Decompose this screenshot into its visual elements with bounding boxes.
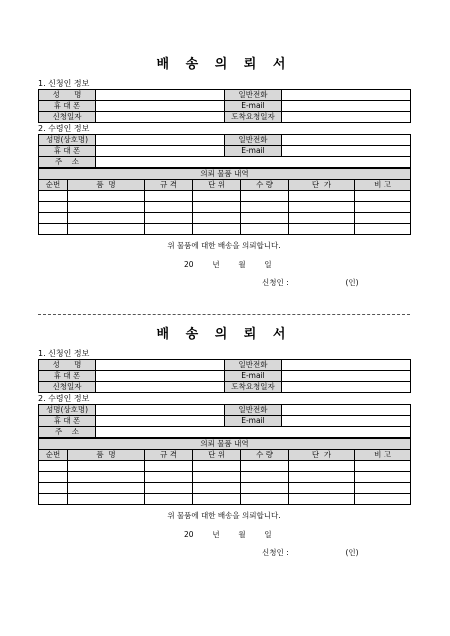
receiver-section-title: 2. 수령인 정보 bbox=[38, 394, 90, 403]
item-cell[interactable] bbox=[39, 472, 68, 483]
table-row bbox=[39, 439, 411, 450]
receiver-mobile-label: 휴 대 폰 bbox=[39, 146, 96, 157]
item-cell[interactable] bbox=[145, 224, 193, 235]
request-statement: 위 물품에 대한 배송을 의뢰합니다. bbox=[167, 241, 281, 250]
item-cell[interactable] bbox=[145, 494, 193, 505]
table-row bbox=[39, 146, 411, 157]
request-date-label: 신청일자 bbox=[39, 382, 96, 393]
item-cell[interactable] bbox=[355, 191, 411, 202]
item-cell[interactable] bbox=[241, 224, 289, 235]
item-cell[interactable] bbox=[193, 461, 241, 472]
seal-label: (인) bbox=[345, 548, 359, 557]
request-date-field[interactable] bbox=[96, 382, 225, 393]
item-cell[interactable] bbox=[289, 461, 355, 472]
item-cell[interactable] bbox=[241, 191, 289, 202]
column-header: 수 량 bbox=[241, 180, 289, 191]
item-cell[interactable] bbox=[193, 494, 241, 505]
item-cell[interactable] bbox=[68, 202, 145, 213]
sender-name-field[interactable] bbox=[96, 90, 225, 101]
applicant-label: 신청인 : bbox=[262, 278, 289, 287]
items-table bbox=[38, 168, 411, 235]
table-header-row bbox=[39, 180, 411, 191]
table-row bbox=[39, 360, 411, 371]
sender-phone-label: 일반전화 bbox=[225, 360, 282, 371]
table-row bbox=[39, 405, 411, 416]
sender-section-title: 1. 신청인 정보 bbox=[38, 349, 90, 358]
item-cell[interactable] bbox=[241, 461, 289, 472]
delivery-request-form bbox=[38, 56, 410, 288]
item-cell[interactable] bbox=[145, 483, 193, 494]
item-cell[interactable] bbox=[289, 472, 355, 483]
item-cell[interactable] bbox=[289, 483, 355, 494]
item-cell[interactable] bbox=[145, 472, 193, 483]
request-date-field[interactable] bbox=[96, 112, 225, 123]
receiver-mobile-label: 휴 대 폰 bbox=[39, 416, 96, 427]
sender-email-field[interactable] bbox=[282, 371, 411, 382]
item-cell[interactable] bbox=[355, 494, 411, 505]
item-cell[interactable] bbox=[241, 494, 289, 505]
receiver-phone-field[interactable] bbox=[282, 405, 411, 416]
signature-line bbox=[38, 278, 410, 288]
item-cell[interactable] bbox=[68, 472, 145, 483]
sender-mobile-label: 휴 대 폰 bbox=[39, 371, 96, 382]
sender-email-field[interactable] bbox=[282, 101, 411, 112]
sender-phone-field[interactable] bbox=[282, 360, 411, 371]
receiver-email-label: E-mail bbox=[225, 146, 282, 157]
item-row bbox=[39, 472, 411, 483]
date-line bbox=[38, 530, 410, 540]
sender-phone-field[interactable] bbox=[282, 90, 411, 101]
sender-name-label: 성 명 bbox=[39, 360, 96, 371]
column-header: 규 격 bbox=[145, 450, 193, 461]
applicant-label: 신청인 : bbox=[262, 548, 289, 557]
item-cell[interactable] bbox=[241, 202, 289, 213]
column-header: 단 위 bbox=[193, 450, 241, 461]
table-row bbox=[39, 371, 411, 382]
item-cell[interactable] bbox=[39, 461, 68, 472]
table-row bbox=[39, 112, 411, 123]
item-cell[interactable] bbox=[193, 202, 241, 213]
receiver-mobile-field[interactable] bbox=[96, 416, 225, 427]
receiver-name-field[interactable] bbox=[96, 405, 225, 416]
form-title: 배 송 의 뢰 서 bbox=[156, 327, 292, 342]
items-table-title: 의뢰 물품 내역 bbox=[39, 439, 411, 450]
item-cell[interactable] bbox=[68, 494, 145, 505]
table-row bbox=[39, 101, 411, 112]
item-cell[interactable] bbox=[68, 213, 145, 224]
receiver-email-field[interactable] bbox=[282, 416, 411, 427]
item-row bbox=[39, 494, 411, 505]
item-row bbox=[39, 191, 411, 202]
date-year: 20 bbox=[184, 260, 194, 269]
item-cell[interactable] bbox=[39, 224, 68, 235]
column-header: 품 명 bbox=[68, 450, 145, 461]
item-cell[interactable] bbox=[193, 224, 241, 235]
item-cell[interactable] bbox=[145, 461, 193, 472]
item-cell[interactable] bbox=[355, 483, 411, 494]
column-header: 규 격 bbox=[145, 180, 193, 191]
table-row bbox=[39, 169, 411, 180]
item-row bbox=[39, 483, 411, 494]
receiver-name-label: 성명(상호명) bbox=[39, 135, 96, 146]
item-cell[interactable] bbox=[39, 191, 68, 202]
sender-section-title: 1. 신청인 정보 bbox=[38, 79, 90, 88]
receiver-name-field[interactable] bbox=[96, 135, 225, 146]
receiver-phone-label: 일반전화 bbox=[225, 135, 282, 146]
table-row bbox=[39, 90, 411, 101]
date-month-unit: 월 bbox=[238, 530, 246, 539]
receiver-email-label: E-mail bbox=[225, 416, 282, 427]
sender-name-field[interactable] bbox=[96, 360, 225, 371]
item-cell[interactable] bbox=[193, 213, 241, 224]
item-cell[interactable] bbox=[241, 213, 289, 224]
item-cell[interactable] bbox=[145, 213, 193, 224]
column-header: 비 고 bbox=[355, 450, 411, 461]
item-cell[interactable] bbox=[145, 202, 193, 213]
table-row bbox=[39, 427, 411, 438]
item-cell[interactable] bbox=[241, 483, 289, 494]
sender-email-label: E-mail bbox=[225, 371, 282, 382]
sender-info-table bbox=[38, 89, 411, 123]
receiver-name-label: 성명(상호명) bbox=[39, 405, 96, 416]
date-line bbox=[38, 260, 410, 270]
sender-email-label: E-mail bbox=[225, 101, 282, 112]
item-cell[interactable] bbox=[68, 461, 145, 472]
date-day-unit: 일 bbox=[264, 530, 272, 539]
receiver-address-field[interactable] bbox=[96, 427, 411, 438]
column-header: 단 가 bbox=[289, 180, 355, 191]
sender-phone-label: 일반전화 bbox=[225, 90, 282, 101]
table-header-row bbox=[39, 450, 411, 461]
receiver-mobile-field[interactable] bbox=[96, 146, 225, 157]
seal-label: (인) bbox=[345, 278, 359, 287]
table-row bbox=[39, 416, 411, 427]
item-cell[interactable] bbox=[289, 224, 355, 235]
item-cell[interactable] bbox=[193, 483, 241, 494]
item-cell[interactable] bbox=[39, 483, 68, 494]
item-row bbox=[39, 213, 411, 224]
date-year-unit: 년 bbox=[212, 260, 220, 269]
column-header: 수 량 bbox=[241, 450, 289, 461]
items-table-title: 의뢰 물품 내역 bbox=[39, 169, 411, 180]
arrival-date-field[interactable] bbox=[282, 382, 411, 393]
signature-line bbox=[38, 548, 410, 558]
table-row bbox=[39, 157, 411, 168]
item-cell[interactable] bbox=[355, 224, 411, 235]
item-cell[interactable] bbox=[355, 213, 411, 224]
item-cell[interactable] bbox=[39, 213, 68, 224]
table-row bbox=[39, 382, 411, 393]
date-day-unit: 일 bbox=[264, 260, 272, 269]
delivery-request-form bbox=[38, 326, 410, 558]
arrival-date-label: 도착요청일자 bbox=[225, 112, 282, 123]
sender-mobile-label: 휴 대 폰 bbox=[39, 101, 96, 112]
item-cell[interactable] bbox=[289, 191, 355, 202]
column-header: 품 명 bbox=[68, 180, 145, 191]
item-row bbox=[39, 224, 411, 235]
cut-line-divider bbox=[38, 314, 410, 315]
column-header: 비 고 bbox=[355, 180, 411, 191]
request-statement: 위 물품에 대한 배송을 의뢰합니다. bbox=[167, 511, 281, 520]
sender-name-label: 성 명 bbox=[39, 90, 96, 101]
table-row bbox=[39, 135, 411, 146]
item-cell[interactable] bbox=[289, 202, 355, 213]
receiver-email-field[interactable] bbox=[282, 146, 411, 157]
receiver-phone-label: 일반전화 bbox=[225, 405, 282, 416]
receiver-address-label: 주 소 bbox=[39, 427, 96, 438]
item-cell[interactable] bbox=[355, 461, 411, 472]
item-cell[interactable] bbox=[241, 472, 289, 483]
request-date-label: 신청일자 bbox=[39, 112, 96, 123]
sender-info-table bbox=[38, 359, 411, 393]
receiver-info-table bbox=[38, 134, 411, 168]
sender-mobile-field[interactable] bbox=[96, 371, 225, 382]
receiver-info-table bbox=[38, 404, 411, 438]
item-cell[interactable] bbox=[68, 483, 145, 494]
arrival-date-label: 도착요청일자 bbox=[225, 382, 282, 393]
receiver-section-title: 2. 수령인 정보 bbox=[38, 124, 90, 133]
item-cell[interactable] bbox=[145, 191, 193, 202]
receiver-address-field[interactable] bbox=[96, 157, 411, 168]
item-cell[interactable] bbox=[68, 191, 145, 202]
date-year-unit: 년 bbox=[212, 530, 220, 539]
item-row bbox=[39, 461, 411, 472]
sender-mobile-field[interactable] bbox=[96, 101, 225, 112]
column-header: 순번 bbox=[39, 450, 68, 461]
item-row bbox=[39, 202, 411, 213]
receiver-phone-field[interactable] bbox=[282, 135, 411, 146]
item-cell[interactable] bbox=[289, 213, 355, 224]
item-cell[interactable] bbox=[68, 224, 145, 235]
date-year: 20 bbox=[184, 530, 194, 539]
items-table bbox=[38, 438, 411, 505]
receiver-address-label: 주 소 bbox=[39, 157, 96, 168]
item-cell[interactable] bbox=[193, 191, 241, 202]
column-header: 순번 bbox=[39, 180, 68, 191]
item-cell[interactable] bbox=[193, 472, 241, 483]
item-cell[interactable] bbox=[39, 494, 68, 505]
column-header: 단 가 bbox=[289, 450, 355, 461]
item-cell[interactable] bbox=[39, 202, 68, 213]
date-month-unit: 월 bbox=[238, 260, 246, 269]
column-header: 단 위 bbox=[193, 180, 241, 191]
item-cell[interactable] bbox=[355, 202, 411, 213]
form-title: 배 송 의 뢰 서 bbox=[156, 57, 292, 72]
item-cell[interactable] bbox=[289, 494, 355, 505]
arrival-date-field[interactable] bbox=[282, 112, 411, 123]
item-cell[interactable] bbox=[355, 472, 411, 483]
